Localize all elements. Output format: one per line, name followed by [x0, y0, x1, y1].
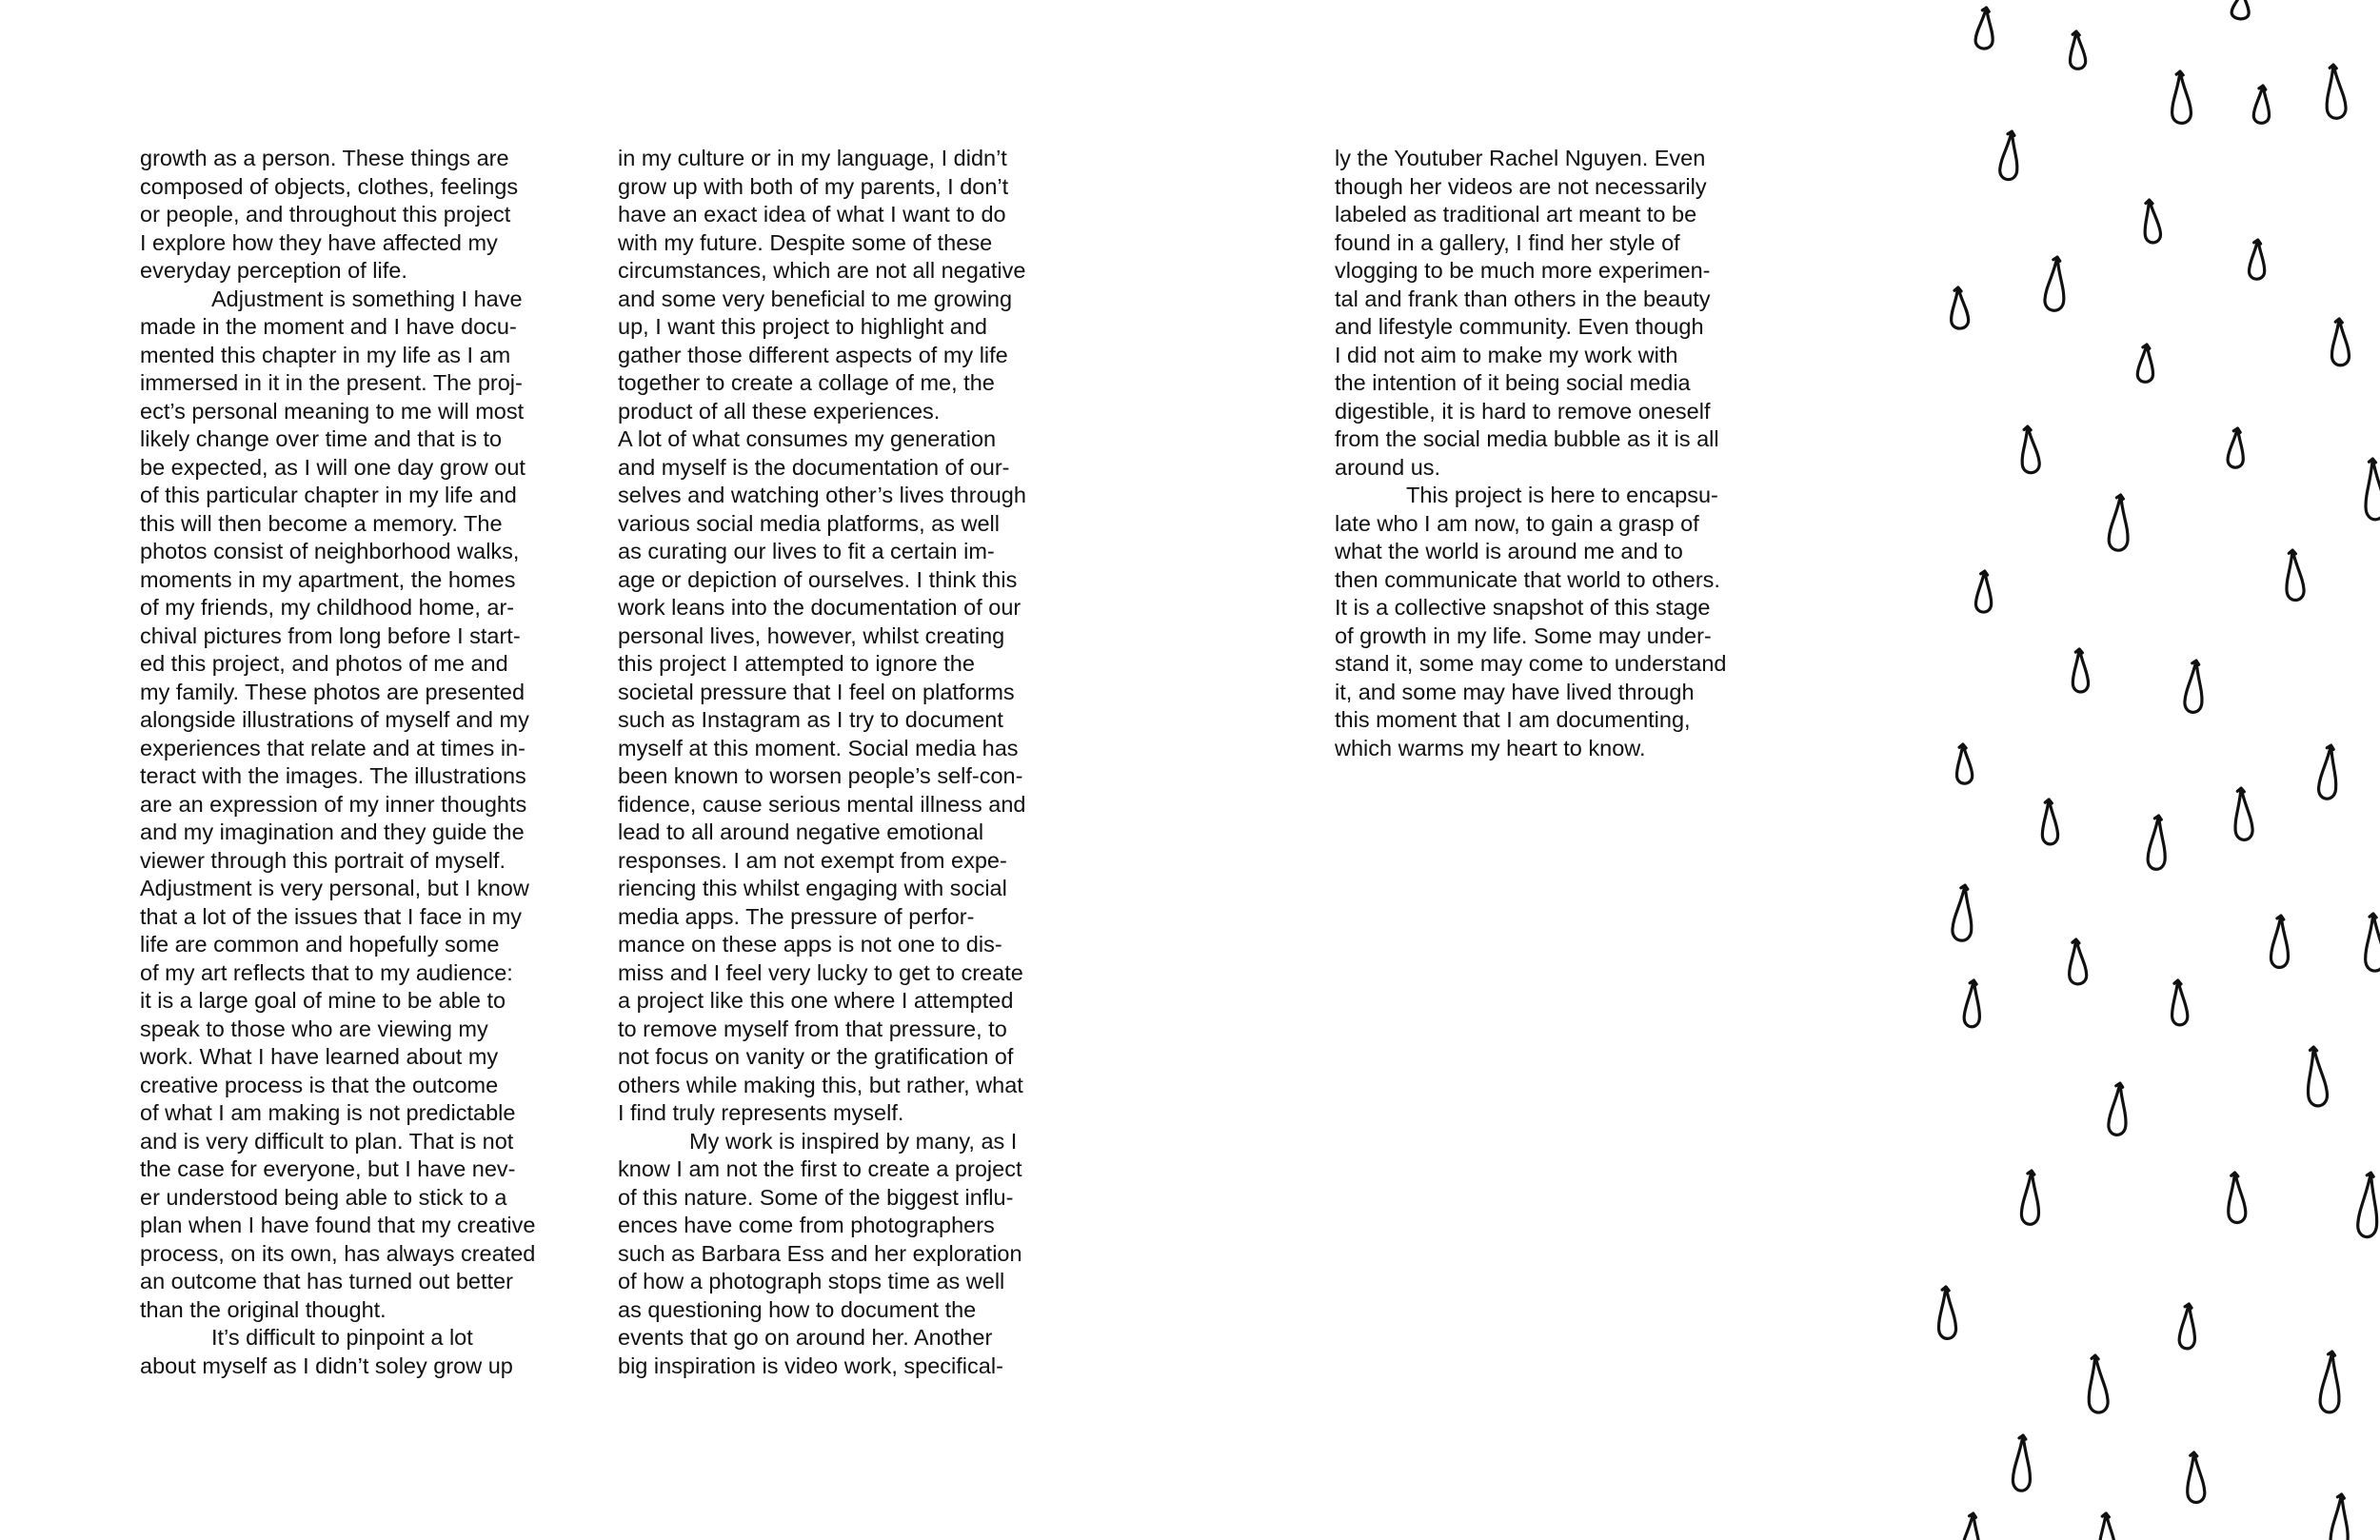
raindrop-doodle — [2179, 1304, 2197, 1350]
raindrop-doodle — [1999, 130, 2020, 180]
text-line: viewer through this portrait of myself. — [140, 847, 506, 873]
text-line: and my imagination and they guide the — [140, 819, 525, 844]
text-line: I explore how they have affected my — [140, 229, 498, 255]
text-line: immersed in it in the present. The proj- — [140, 370, 523, 395]
text-line: found in a gallery, I find her style of — [1335, 229, 1680, 255]
raindrop-doodle — [2044, 256, 2067, 311]
text-line: It is a collective snapshot of this stage — [1335, 595, 1711, 620]
text-column-3 — [1335, 145, 1726, 762]
text-line: experiences that relate and at times in- — [140, 735, 526, 760]
paragraph-column-1 — [140, 145, 535, 1380]
raindrop-doodle — [2171, 980, 2189, 1026]
text-line: personal lives, however, whilst creating — [618, 622, 1005, 648]
text-line: big inspiration is video work, specifical- — [618, 1352, 1003, 1378]
raindrop-doodle — [2086, 1354, 2109, 1412]
raindrop-doodle — [1950, 287, 1969, 329]
text-line: My work is inspired by many, as I — [689, 1128, 1018, 1154]
text-line: of what I am making is not predictable — [140, 1100, 516, 1125]
raindrop-doodle — [1955, 744, 1973, 784]
text-line: and lifestyle community. Even though — [1335, 314, 1704, 339]
text-line: I did not aim to make my work with — [1335, 342, 1678, 367]
text-line: media apps. The pressure of perfor- — [618, 903, 975, 929]
text-line: are an expression of my inner thoughts — [140, 791, 527, 817]
text-line: a project like this one where I attempted — [618, 988, 1014, 1013]
text-line: I find truly represents myself. — [618, 1100, 904, 1125]
raindrop-doodle — [2330, 1494, 2350, 1540]
text-line: growth as a person. These things are — [140, 146, 509, 170]
raindrop-doodle — [2072, 649, 2089, 693]
text-line: A lot of what consumes my generation — [618, 426, 997, 451]
text-line: everyday perception of life. — [140, 258, 407, 283]
text-line: ed this project, and photos of me and — [140, 651, 508, 676]
text-line: This project is here to encapsu- — [1406, 483, 1718, 507]
text-line: made in the moment and I have docu- — [140, 314, 517, 339]
text-line: er understood being able to stick to a — [140, 1184, 507, 1210]
text-line: an outcome that has turned out better — [140, 1269, 513, 1293]
raindrop-doodle — [2249, 240, 2266, 280]
raindrop-doodle — [2041, 800, 2058, 844]
text-line: creative process is that the outcome — [140, 1072, 499, 1097]
text-line: events that go on around her. Another — [618, 1325, 993, 1350]
raindrop-doodle — [1952, 884, 1974, 940]
text-line: miss and I feel very lucky to get to create — [618, 959, 1023, 985]
raindrop-doodle — [2148, 816, 2168, 870]
text-line: circumstances, which are not all negative — [618, 258, 1026, 283]
text-line: which warms my heart to know. — [1335, 735, 1646, 760]
text-line: grow up with both of my parents, I don’t — [618, 173, 1009, 199]
text-line: such as Instagram as I try to document — [618, 707, 1003, 732]
text-column-1 — [140, 145, 535, 1380]
raindrop-doodle — [1937, 1287, 1956, 1339]
text-line: Adjustment is something I have — [211, 286, 523, 311]
text-line: about myself as I didn’t soley grow up — [140, 1352, 513, 1378]
text-line: with my future. Despite some of these — [618, 229, 993, 255]
text-line: stand it, some may come to understand — [1335, 651, 1727, 676]
text-line: know I am not the first to create a project — [618, 1156, 1022, 1181]
text-line: work. What I have learned about my — [140, 1044, 499, 1069]
text-line: lead to all around negative emotional — [618, 819, 984, 844]
text-line: gather those different aspects of my life — [618, 342, 1008, 367]
raindrop-doodle — [2271, 916, 2290, 968]
text-line: and is very difficult to plan. That is not — [140, 1128, 514, 1154]
raindrop-doodle — [2304, 1046, 2328, 1106]
text-line: chival pictures from long before I start- — [140, 622, 521, 648]
raindrop-doodle — [2364, 914, 2380, 972]
raindrop-doodle — [1964, 980, 1982, 1028]
raindrop-doodle — [1975, 571, 1993, 613]
text-line: likely change over time and that is to — [140, 426, 503, 451]
text-line: the intention of it being social media — [1335, 370, 1691, 395]
raindrop-doodle — [2186, 1452, 2206, 1503]
paragraph-column-2 — [618, 145, 1026, 1380]
raindrop-doodle — [2069, 31, 2086, 69]
text-line: as questioning how to document the — [618, 1296, 977, 1322]
text-line: speak to those who are viewing my — [140, 1016, 488, 1041]
text-line: this will then become a memory. The — [140, 510, 503, 536]
text-line: of growth in my life. Some may under- — [1335, 622, 1712, 648]
text-line: vlogging to be much more experimen- — [1335, 258, 1711, 283]
text-line: others while making this, but rather, what — [618, 1072, 1023, 1097]
raindrop-doodle — [2228, 427, 2246, 467]
raindrop-doodle — [2184, 660, 2205, 713]
text-line: be expected, as I will one day grow out — [140, 454, 526, 480]
raindrop-doodle — [2013, 1435, 2032, 1491]
text-line: labeled as traditional art meant to be — [1335, 202, 1697, 227]
raindrop-doodle — [2137, 345, 2154, 383]
text-line: and myself is the documentation of our- — [618, 454, 1010, 480]
text-line: up, I want this project to highlight and — [618, 314, 987, 339]
raindrop-doodle — [2357, 1172, 2380, 1237]
text-line: as curating our lives to fit a certain im- — [618, 539, 995, 563]
text-line: work leans into the documentation of our — [618, 595, 1021, 620]
text-line: that a lot of the issues that I face in my — [140, 903, 523, 929]
text-line: digestible, it is hard to remove oneself — [1335, 398, 1711, 424]
text-line: of this nature. Some of the biggest influ- — [618, 1184, 1014, 1210]
text-line: plan when I have found that my creative — [140, 1213, 536, 1237]
text-line: societal pressure that I feel on platforms — [618, 679, 1015, 704]
raindrop-doodle — [2319, 1352, 2341, 1413]
text-line: of this particular chapter in my life and — [140, 483, 517, 507]
text-line: fidence, cause serious mental illness and — [618, 791, 1026, 817]
raindrop-doodle — [2253, 86, 2271, 124]
raindrop-doodle — [2098, 1513, 2115, 1540]
raindrop-doodle — [2232, 787, 2253, 840]
text-line: than the original thought. — [140, 1296, 387, 1322]
text-line: been known to worsen people’s self-con- — [618, 763, 1023, 788]
text-line: selves and watching other’s lives through — [618, 483, 1026, 507]
text-line: from the social media bubble as it is all — [1335, 426, 1719, 451]
paragraph-column-3 — [1335, 145, 1726, 762]
text-line: to remove myself from that pressure, to — [618, 1016, 1007, 1041]
text-line: ences have come from photographers — [618, 1213, 995, 1237]
text-line: It’s difficult to pinpoint a lot — [211, 1325, 473, 1350]
raindrop-doodle — [2021, 1171, 2040, 1225]
raindrop-doodle — [2142, 199, 2162, 243]
text-line: what the world is around me and to — [1335, 539, 1683, 563]
text-line: mented this chapter in my life as I am — [140, 342, 511, 367]
text-line: this project I attempted to ignore the — [618, 651, 975, 676]
raindrop-doodle — [2318, 744, 2340, 800]
raindrop-doodle — [2324, 64, 2347, 119]
text-line: tal and frank than others in the beauty — [1335, 286, 1711, 311]
text-line: then communicate that world to others. — [1335, 566, 1720, 592]
raindrop-doodle — [2284, 549, 2305, 601]
text-line: ly the Youtuber Rachel Nguyen. Even — [1335, 146, 1706, 170]
text-line: such as Barbara Ess and her exploration — [618, 1240, 1022, 1266]
raindrop-doodle — [2109, 495, 2131, 551]
text-column-2 — [618, 145, 1026, 1380]
raindrop-doodle — [2019, 425, 2040, 473]
text-line: it, and some may have lived through — [1335, 679, 1695, 704]
raindrop-doodle — [1961, 1512, 1981, 1540]
text-line: of my friends, my childhood home, ar- — [140, 595, 515, 620]
text-line: responses. I am not exempt from expe- — [618, 847, 1007, 873]
text-line: and some very beneficial to me growing — [618, 286, 1013, 311]
text-line: ect’s personal meaning to me will most — [140, 398, 525, 424]
text-line: around us. — [1335, 454, 1441, 480]
text-line: various social media platforms, as well — [618, 510, 1000, 536]
text-line: photos consist of neighborhood walks, — [140, 539, 520, 563]
raindrop-doodle — [2068, 939, 2087, 985]
raindrop-doodle — [2231, 0, 2251, 20]
text-line: of how a photograph stops time as well — [618, 1269, 1005, 1293]
text-line: not focus on vanity or the gratification of — [618, 1044, 1014, 1069]
text-line: product of all these experiences. — [618, 398, 941, 424]
text-line: it is a large goal of mine to be able to — [140, 988, 506, 1013]
text-line: or people, and throughout this project — [140, 202, 511, 227]
text-line: myself at this moment. Social media has — [618, 735, 1019, 760]
text-line: my family. These photos are presented — [140, 679, 526, 704]
text-line: together to create a collage of me, the — [618, 370, 995, 395]
text-line: of my art reflects that to my audience: — [140, 959, 513, 985]
text-line: mance on these apps is not one to dis- — [618, 932, 1002, 957]
text-line: teract with the images. The illustrations — [140, 763, 526, 788]
text-line: Adjustment is very personal, but I know — [140, 876, 529, 900]
text-line: this moment that I am documenting, — [1335, 707, 1691, 732]
text-line: composed of objects, clothes, feelings — [140, 173, 519, 199]
text-line: though her videos are not necessarily — [1335, 173, 1707, 199]
text-line: in my culture or in my language, I didn’t — [618, 146, 1007, 170]
text-line: late who I am now, to gain a grasp of — [1335, 510, 1699, 536]
text-line: age or depiction of ourselves. I think this — [618, 566, 1018, 592]
raindrop-doodle — [2330, 319, 2350, 365]
text-line: life are common and hopefully some — [140, 932, 500, 957]
text-line: process, on its own, has always created — [140, 1240, 536, 1266]
text-line: moments in my apartment, the homes — [140, 566, 516, 592]
raindrop-doodle — [2227, 1173, 2247, 1223]
text-line: have an exact idea of what I want to do — [618, 202, 1006, 227]
raindrop-doodle — [1975, 7, 1995, 49]
text-line: alongside illustrations of myself and my — [140, 707, 529, 732]
raindrop-doodle — [2171, 71, 2192, 124]
raindrop-doodle — [2363, 459, 2380, 521]
text-line: riencing this whilst engaging with social — [618, 876, 1007, 900]
raindrop-doodle — [2108, 1082, 2129, 1135]
text-line: the case for everyone, but I have nev- — [140, 1156, 516, 1181]
